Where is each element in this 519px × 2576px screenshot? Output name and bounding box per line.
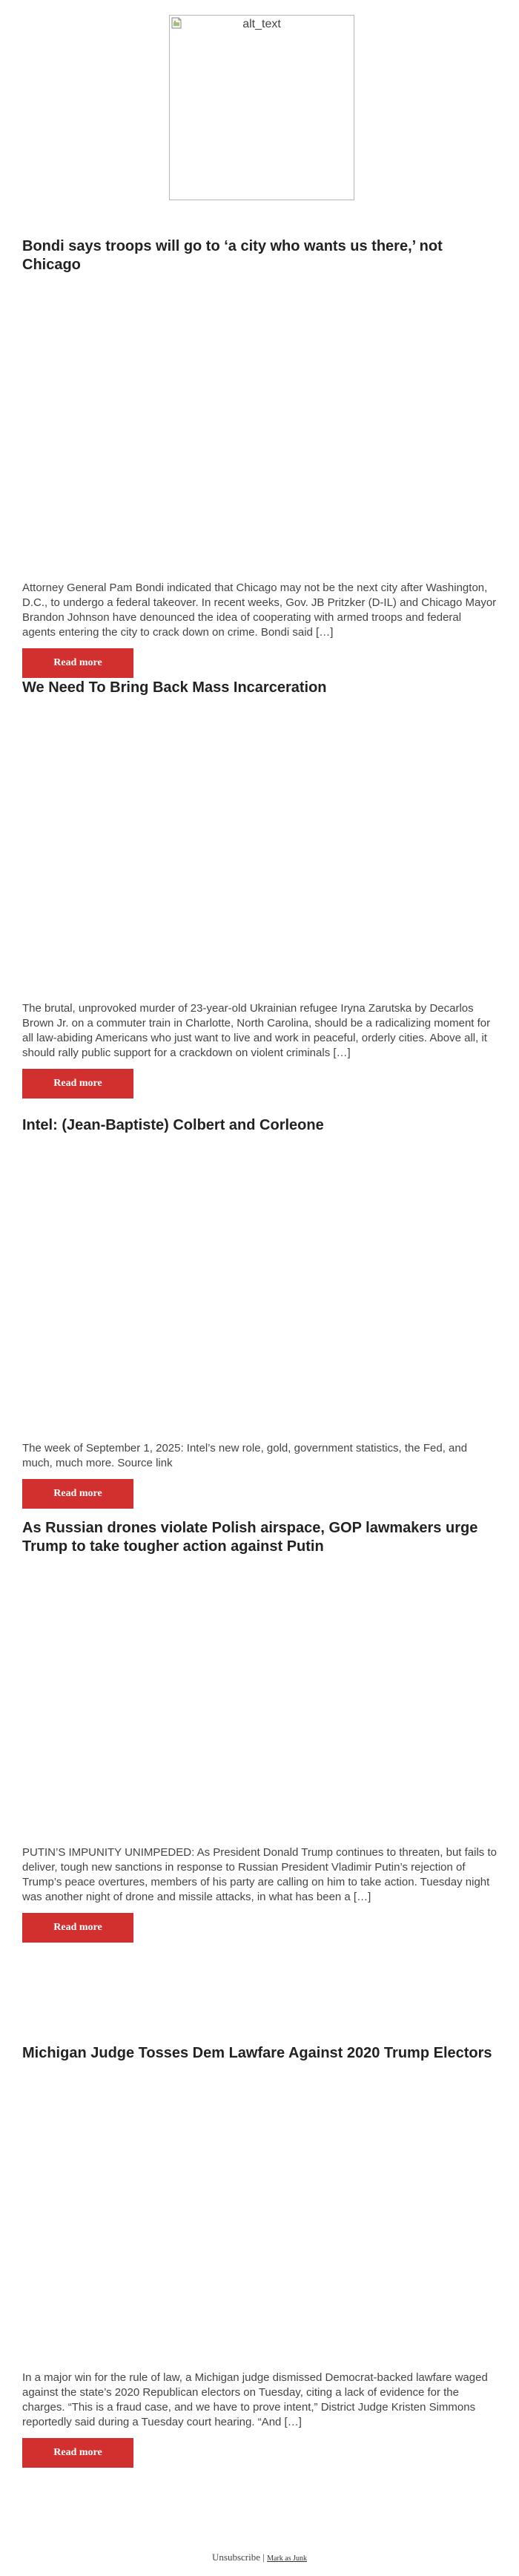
article-title[interactable]: We Need To Bring Back Mass Incarceration: [22, 679, 327, 696]
article-card: [22, 237, 497, 678]
article-excerpt: The brutal, unprovoked murder of 23-year-old Ukrainian refugee Iryna Zarutska by Decarlos Brown Jr. on a commuter train in Charlotte, North Carolina, should be a radicalizing moment for all law-abiding Americans who just want to live and work in peaceful, orderly cities. Above all, it should rally public support for a crackdown on violent criminals […]: [22, 1002, 491, 1059]
article-image-area: [22, 274, 497, 581]
article-title[interactable]: Bondi says troops will go to ‘a city who wants us there,’ not Chicago: [22, 238, 443, 273]
article-image-area: [22, 1556, 497, 1845]
logo-image-placeholder: [169, 15, 354, 200]
read-more-button[interactable]: Read more: [22, 1913, 133, 1943]
article-image-area: [22, 1135, 497, 1441]
unsubscribe-link[interactable]: Unsubscribe: [212, 2552, 260, 2563]
mark-as-junk-link[interactable]: Mark as Junk: [267, 2554, 307, 2563]
article-card: [22, 1519, 497, 1943]
logo-alt-text: alt_text: [242, 18, 281, 30]
footer-separator: |: [262, 2552, 265, 2563]
read-more-button[interactable]: Read more: [22, 1479, 133, 1509]
article-excerpt: The week of September 1, 2025: Intel’s new role, gold, government statistics, the Fed, and much, much more. Source link: [22, 1442, 468, 1469]
read-more-button[interactable]: Read more: [22, 1069, 133, 1098]
read-more-button[interactable]: Read more: [22, 2438, 133, 2468]
header-logo-area: [0, 0, 519, 223]
email-footer: [0, 2552, 519, 2563]
article-excerpt: In a major win for the rule of law, a Michigan judge dismissed Democrat-backed lawfare waged against the state’s 2020 Republican electors on Tuesday, citing a lack of evidence for the charges. “This is a fraud case, and we have to prove intent,” District Judge Kristen Simmons reportedly said during a Tuesday court hearing. “And […]: [22, 2371, 488, 2428]
read-more-button[interactable]: Read more: [22, 648, 133, 678]
article-card: [22, 1116, 497, 1509]
article-title[interactable]: As Russian drones violate Polish airspace, GOP lawmakers urge Trump to take tougher action against Putin: [22, 1520, 478, 1555]
article-image-area: [22, 2063, 497, 2371]
article-excerpt: PUTIN’S IMPUNITY UNIMPEDED: As President Donald Trump continues to threaten, but fails to deliver, tough new sanctions in response to Russian President Vladimir Putin’s rejection of Trump’s peace overtures, members of his party are calling on him to take action. Tuesday night was another night of drone and missile attacks, in what has been a […]: [22, 1846, 497, 1903]
article-title[interactable]: Michigan Judge Tosses Dem Lawfare Against 2020 Trump Electors: [22, 2045, 492, 2061]
article-card: [22, 679, 497, 1098]
article-excerpt: Attorney General Pam Bondi indicated that Chicago may not be the next city after Washington, D.C., to undergo a federal takeover. In recent weeks, Gov. JB Pritzker (D-IL) and Chicago Mayor Brandon Johnson have denounced the idea of cooperating with armed troops and federal agents entering the city to crack down on crime. Bondi said […]: [22, 582, 497, 639]
article-title[interactable]: Intel: (Jean-Baptiste) Colbert and Corleone: [22, 1117, 324, 1133]
article-card: [22, 2044, 497, 2468]
article-image-area: [22, 697, 497, 1001]
